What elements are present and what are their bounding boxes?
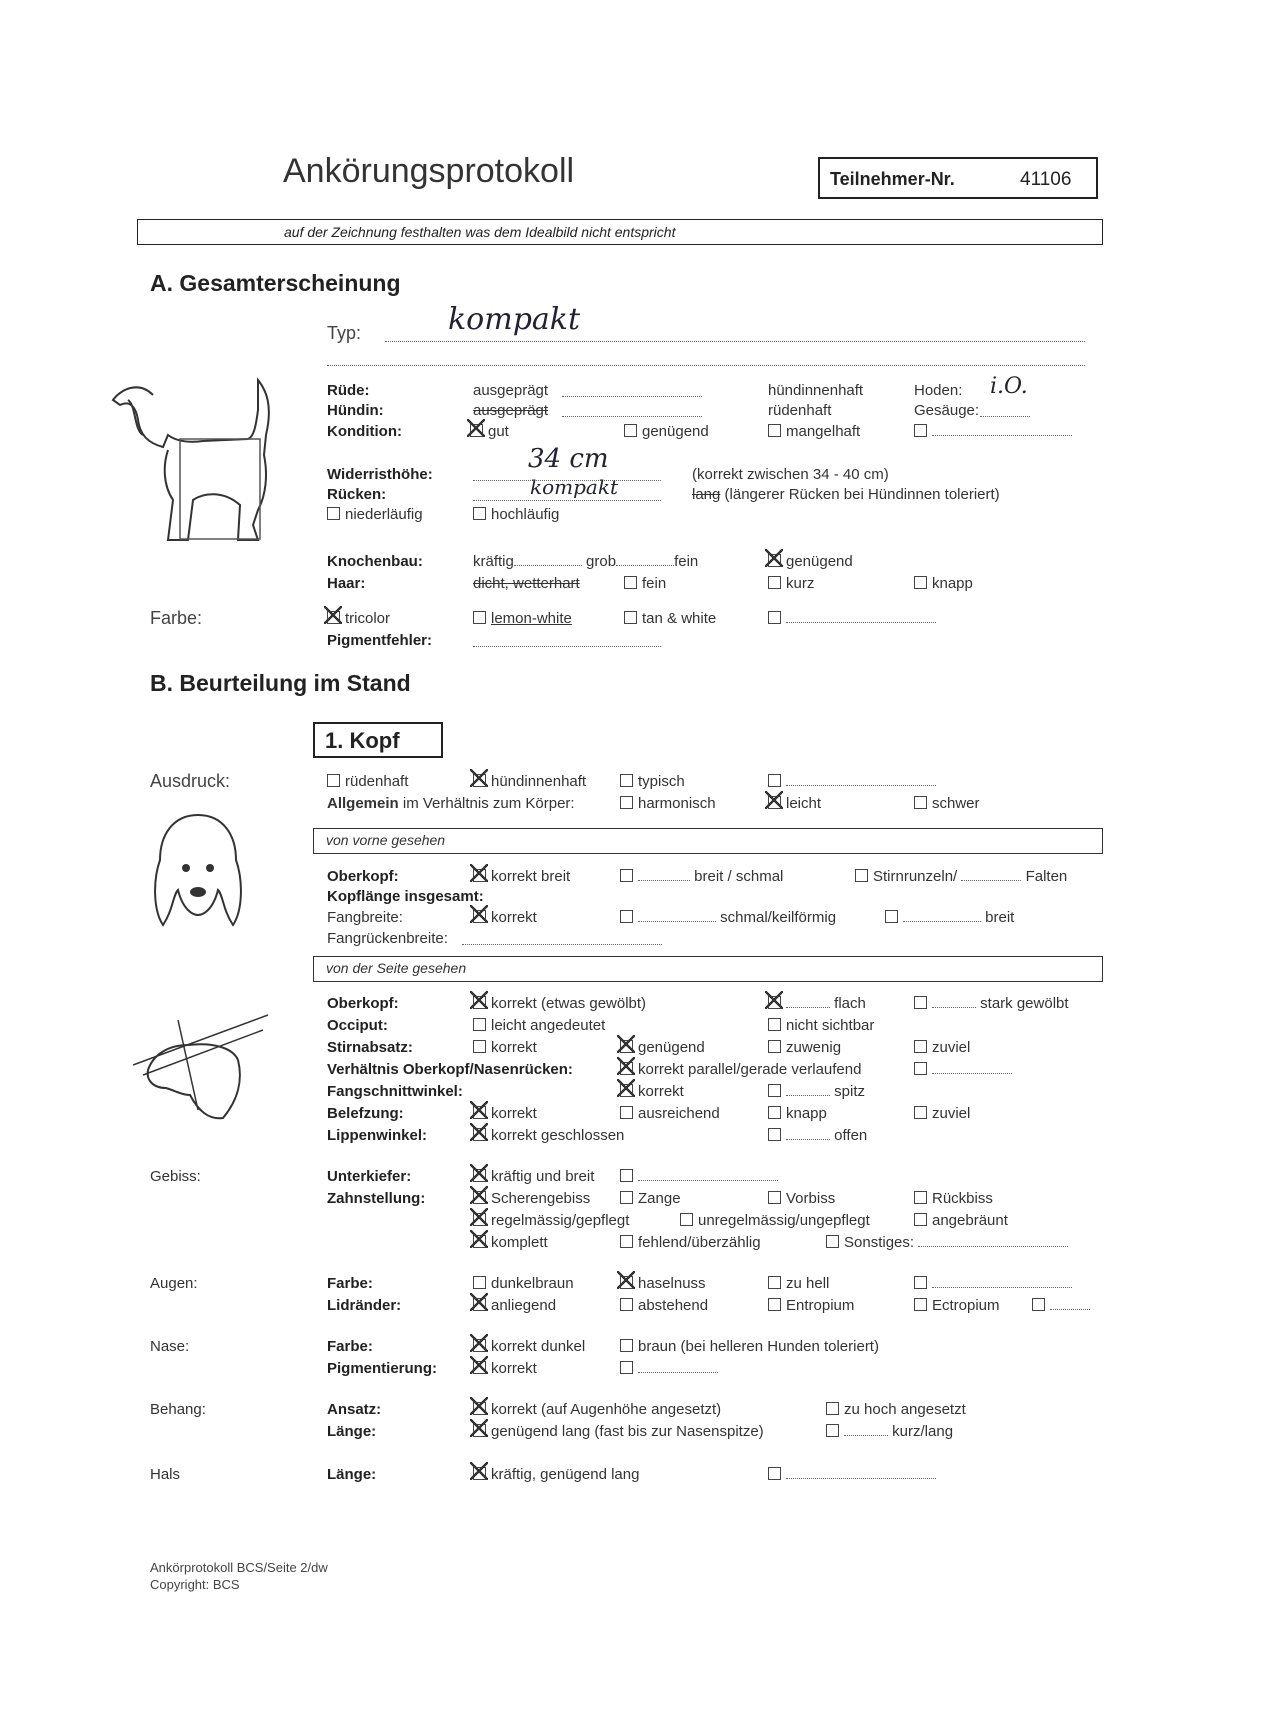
allgemein-harmonisch[interactable]: harmonisch: [620, 795, 716, 812]
nase-braun[interactable]: braun (bei helleren Hunden toleriert): [620, 1338, 879, 1355]
lippen-offen[interactable]: offen: [768, 1127, 867, 1144]
checkbox-breit-schmal[interactable]: [620, 869, 633, 882]
zahn-zange[interactable]: Zange: [620, 1190, 681, 1207]
participant-label: Teilnehmer-Nr.: [830, 169, 955, 189]
checkbox-zange[interactable]: [620, 1191, 633, 1204]
stirnabsatz-genuegend[interactable]: genügend: [620, 1039, 705, 1056]
unterkiefer-label: Unterkiefer:: [327, 1168, 412, 1185]
fangbreite-label: Fangbreite:: [327, 909, 403, 926]
fangbreite-breit[interactable]: breit: [885, 909, 1014, 926]
checkbox-entropium[interactable]: [768, 1298, 781, 1311]
checkbox-korrekt-gewoelbt[interactable]: [473, 996, 486, 1009]
nase-farbe-label: Farbe:: [327, 1338, 373, 1355]
checkbox-schmal-keil[interactable]: [620, 910, 633, 923]
lippen-label: Lippenwinkel:: [327, 1127, 428, 1144]
hals-label: Hals: [150, 1466, 181, 1483]
checkbox-knochenbau-genuegend[interactable]: [768, 554, 781, 567]
oberkopf-korrekt-gewoelbt[interactable]: korrekt (etwas gewölbt): [473, 995, 646, 1012]
dog-head-front-sketch: [148, 810, 248, 945]
augen-zu-hell[interactable]: zu hell: [768, 1275, 829, 1292]
typ-label: Typ:: [327, 323, 362, 343]
farbe-other[interactable]: [768, 610, 936, 627]
stirnabsatz-zuviel[interactable]: zuviel: [914, 1039, 970, 1056]
checkbox-fangbreite-korrekt[interactable]: [473, 910, 486, 923]
stirnabsatz-korrekt[interactable]: korrekt: [473, 1039, 537, 1056]
kopf-title: 1. Kopf: [325, 728, 400, 753]
checkbox-fangschnitt-korrekt[interactable]: [620, 1084, 633, 1097]
checkbox-vorbiss[interactable]: [768, 1191, 781, 1204]
hochlaeufig-option[interactable]: hochläufig: [473, 506, 559, 523]
gebiss-label: Gebiss:: [150, 1168, 201, 1185]
zahn-regelmaessig[interactable]: regelmässig/gepflegt: [473, 1212, 629, 1229]
checkbox-belefzung-korrekt[interactable]: [473, 1106, 486, 1119]
footer-line1: Ankörprotokoll BCS/Seite 2/dw: [150, 1560, 328, 1575]
checkbox-haselnuss[interactable]: [620, 1276, 633, 1289]
dots-pigment: [473, 634, 661, 647]
checkbox-ausdruck-other[interactable]: [768, 774, 781, 787]
nase-label: Nase:: [150, 1338, 190, 1355]
checkbox-genuegend[interactable]: [624, 424, 637, 437]
behang-laenge-label: Länge:: [327, 1423, 377, 1440]
checkbox-korrekt-geschlossen[interactable]: [473, 1128, 486, 1141]
hals-kraeftig[interactable]: kräftig, genügend lang: [473, 1466, 639, 1483]
hoden-label: Hoden:: [914, 382, 963, 399]
behang-label: Behang:: [150, 1401, 206, 1418]
pigmentierung-korrekt[interactable]: korrekt: [473, 1360, 537, 1377]
gesaeuge-label: Gesäuge:: [914, 402, 980, 419]
checkbox-hals-other[interactable]: [768, 1467, 781, 1480]
widerrist-label: Widerristhöhe:: [327, 466, 433, 483]
checkbox-dunkelbraun[interactable]: [473, 1276, 486, 1289]
niederlaeufig-option[interactable]: niederläufig: [327, 506, 423, 523]
belefzung-korrekt[interactable]: korrekt: [473, 1105, 537, 1122]
knochenbau-label: Knochenbau:: [327, 553, 423, 570]
typ-value: kompakt: [448, 302, 581, 337]
checkbox-kraeftig-breit[interactable]: [473, 1169, 486, 1182]
haar-fein[interactable]: fein: [624, 575, 666, 592]
page-title: Ankörungsprotokoll: [283, 152, 575, 190]
pigmentierung-other[interactable]: [620, 1360, 718, 1377]
fangschnitt-korrekt[interactable]: korrekt: [620, 1083, 684, 1100]
ansatz-label: Ansatz:: [327, 1401, 382, 1418]
checkbox-ectropium[interactable]: [914, 1298, 927, 1311]
hals-laenge-label: Länge:: [327, 1466, 377, 1483]
stirnabsatz-zuwenig[interactable]: zuwenig: [768, 1039, 841, 1056]
oberkopf-korrekt-breit[interactable]: korrekt breit: [473, 868, 570, 885]
participant-number: 41106: [1020, 169, 1072, 190]
checkbox-augen-other[interactable]: [914, 1276, 927, 1289]
typ-line2: [327, 353, 1085, 366]
oberkopf-seite-label: Oberkopf:: [327, 995, 399, 1012]
lid-anliegend[interactable]: anliegend: [473, 1297, 556, 1314]
allgemein-row: Allgemein im Verhältnis zum Körper:: [327, 795, 575, 812]
checkbox-unregelmaessig[interactable]: [680, 1213, 693, 1226]
checkbox-zuwenig[interactable]: [768, 1040, 781, 1053]
farbe-lemon[interactable]: lemon-white: [473, 610, 572, 627]
dots-ruede: [562, 384, 702, 397]
checkbox-stirnabsatz-korrekt[interactable]: [473, 1040, 486, 1053]
ansatz-korrekt[interactable]: korrekt (auf Augenhöhe angesetzt): [473, 1401, 721, 1418]
ruedenhaft-a: rüdenhaft: [768, 402, 832, 419]
dog-body-sketch: [108, 375, 283, 545]
checkbox-haar-kurz[interactable]: [768, 576, 781, 589]
widerrist-range: (korrekt zwischen 34 - 40 cm): [692, 466, 889, 483]
checkbox-braun[interactable]: [620, 1339, 633, 1352]
verhaeltnis-korrekt[interactable]: korrekt parallel/gerade verlaufend: [620, 1061, 861, 1078]
allgemein-schwer[interactable]: schwer: [914, 795, 980, 812]
lid-ectropium[interactable]: Ectropium: [914, 1297, 1000, 1314]
pigment-label: Pigmentfehler:: [327, 632, 433, 649]
kopflaenge-label: Kopflänge insgesamt:: [327, 888, 484, 905]
checkbox-korrekt-dunkel[interactable]: [473, 1339, 486, 1352]
instruction-text: auf der Zeichnung festhalten was dem Idealbild nicht entspricht: [284, 224, 676, 240]
haar-dicht: dicht, wetterhart: [473, 575, 580, 592]
checkbox-belefzung-knapp[interactable]: [768, 1106, 781, 1119]
checkbox-typisch[interactable]: [620, 774, 633, 787]
haar-label: Haar:: [327, 575, 366, 592]
ausdruck-huendinnenhaft[interactable]: hündinnenhaft: [473, 773, 586, 790]
allgemein-leicht[interactable]: leicht: [768, 795, 821, 812]
ausdruck-other[interactable]: [768, 773, 936, 790]
ruecken-lang: lang (längerer Rücken bei Hündinnen toleriert): [692, 486, 1000, 503]
oberkopf-stirnrunzeln[interactable]: Stirnrunzeln/ Falten: [855, 868, 1067, 885]
checkbox-gut[interactable]: [470, 424, 483, 437]
checkbox-korrekt-parallel[interactable]: [620, 1062, 633, 1075]
oberkopf-breit-schmal[interactable]: breit / schmal: [620, 868, 783, 885]
checkbox-farbe-other[interactable]: [768, 611, 781, 624]
behang-genuegend-lang[interactable]: genügend lang (fast bis zur Nasenspitze): [473, 1423, 764, 1440]
checkbox-komplett[interactable]: [473, 1235, 486, 1248]
checkbox-lid-other[interactable]: [1032, 1298, 1045, 1311]
seite-box: [313, 956, 1103, 982]
belefzung-zuviel[interactable]: zuviel: [914, 1105, 970, 1122]
checkbox-leicht[interactable]: [768, 796, 781, 809]
fangschnitt-label: Fangschnittwinkel:: [327, 1083, 463, 1100]
augen-farbe-label: Farbe:: [327, 1275, 373, 1292]
checkbox-zu-hell[interactable]: [768, 1276, 781, 1289]
belefzung-ausreichend[interactable]: ausreichend: [620, 1105, 720, 1122]
vorne-label: von vorne gesehen: [326, 832, 446, 848]
farbe-a-label: Farbe:: [150, 608, 203, 628]
widerrist-value: 34 cm: [528, 444, 609, 474]
checkbox-regelmaessig[interactable]: [473, 1213, 486, 1226]
checkbox-kurz-lang[interactable]: [826, 1424, 839, 1437]
checkbox-tan[interactable]: [624, 611, 637, 624]
augen-dunkelbraun[interactable]: dunkelbraun: [473, 1275, 574, 1292]
checkbox-genuegend-lang[interactable]: [473, 1424, 486, 1437]
checkbox-ausdruck-ruedenhaft[interactable]: [327, 774, 340, 787]
checkbox-angebraeunt[interactable]: [914, 1213, 927, 1226]
checkbox-korrekt-breit[interactable]: [473, 869, 486, 882]
zahn-unregelmaessig[interactable]: unregelmässig/ungepflegt: [680, 1212, 870, 1229]
checkbox-abstehend[interactable]: [620, 1298, 633, 1311]
fangschnitt-spitz[interactable]: spitz: [768, 1083, 865, 1100]
checkbox-leicht-angedeutet[interactable]: [473, 1018, 486, 1031]
checkbox-kondition-other[interactable]: [914, 424, 927, 437]
zahnstellung-label: Zahnstellung:: [327, 1190, 426, 1207]
checkbox-belefzung-zuviel[interactable]: [914, 1106, 927, 1119]
checkbox-ausdruck-huendinnenhaft[interactable]: [473, 774, 486, 787]
knochenbau-scale: kräftig grob fein: [473, 553, 699, 570]
checkbox-offen[interactable]: [768, 1128, 781, 1141]
lidraender-label: Lidränder:: [327, 1297, 402, 1314]
seite-label: von der Seite gesehen: [326, 960, 467, 976]
dots-fangruecken: [462, 932, 662, 945]
ausgepraegt-ruede: ausgeprägt: [473, 382, 549, 399]
farbe-tricolor[interactable]: tricolor: [327, 610, 390, 627]
nase-korrekt-dunkel[interactable]: korrekt dunkel: [473, 1338, 585, 1355]
zahn-sonstiges[interactable]: Sonstiges:: [826, 1234, 1068, 1251]
lippen-korrekt[interactable]: korrekt geschlossen: [473, 1127, 624, 1144]
augen-other[interactable]: [914, 1275, 1072, 1292]
fangruecken-label: Fangrückenbreite:: [327, 930, 448, 947]
checkbox-harmonisch[interactable]: [620, 796, 633, 809]
ausdruck-typisch[interactable]: typisch: [620, 773, 685, 790]
occiput-leicht[interactable]: leicht angedeutet: [473, 1017, 605, 1034]
stirnabsatz-label: Stirnabsatz:: [327, 1039, 413, 1056]
haar-knapp[interactable]: knapp: [914, 575, 973, 592]
section-a-title: A. Gesamterscheinung: [150, 270, 401, 296]
kondition-other[interactable]: [914, 423, 1072, 440]
zahn-rueckbiss[interactable]: Rückbiss: [914, 1190, 993, 1207]
checkbox-haar-fein[interactable]: [624, 576, 637, 589]
checkbox-verhaeltnis-other[interactable]: [914, 1062, 927, 1075]
pigmentierung-label: Pigmentierung:: [327, 1360, 438, 1377]
zahn-komplett[interactable]: komplett: [473, 1234, 548, 1251]
huendinnenhaft-a: hündinnenhaft: [768, 382, 864, 399]
dog-head-side-sketch: [128, 1000, 273, 1125]
footer-line2: Copyright: BCS: [150, 1577, 240, 1592]
dots-huendin: [562, 404, 702, 417]
oberkopf-flach[interactable]: flach: [768, 995, 866, 1012]
instruction-box: [137, 219, 1103, 245]
checkbox-rueckbiss[interactable]: [914, 1191, 927, 1204]
hoden-value: i.O.: [990, 374, 1028, 399]
checkbox-schwer[interactable]: [914, 796, 927, 809]
checkbox-hochlaeufig[interactable]: [473, 507, 486, 520]
checkbox-pigmentierung-korrekt[interactable]: [473, 1361, 486, 1374]
belefzung-label: Belefzung:: [327, 1105, 404, 1122]
checkbox-fehlend[interactable]: [620, 1235, 633, 1248]
ruede-label: Rüde:: [327, 382, 370, 399]
ansatz-zu-hoch[interactable]: zu hoch angesetzt: [826, 1401, 966, 1418]
checkbox-stark-gewoelbt[interactable]: [914, 996, 927, 1009]
behang-kurz-lang[interactable]: kurz/lang: [826, 1423, 953, 1440]
checkbox-flach[interactable]: [768, 996, 781, 1009]
lid-other[interactable]: [1032, 1297, 1090, 1314]
checkbox-stirnrunzeln[interactable]: [855, 869, 868, 882]
belefzung-knapp[interactable]: knapp: [768, 1105, 827, 1122]
verhaeltnis-other[interactable]: [914, 1061, 1012, 1078]
oberkopf-vorne-label: Oberkopf:: [327, 868, 399, 885]
checkbox-anliegend[interactable]: [473, 1298, 486, 1311]
checkbox-pigmentierung-other[interactable]: [620, 1361, 633, 1374]
checkbox-spitz[interactable]: [768, 1084, 781, 1097]
checkbox-stirnabsatz-zuviel[interactable]: [914, 1040, 927, 1053]
zahn-scherengebiss[interactable]: Scherengebiss: [473, 1190, 590, 1207]
augen-haselnuss[interactable]: haselnuss: [620, 1275, 706, 1292]
ausdruck-label: Ausdruck:: [150, 771, 231, 791]
unterkiefer-kraeftig[interactable]: kräftig und breit: [473, 1168, 594, 1185]
checkbox-niederlaeufig[interactable]: [327, 507, 340, 520]
checkbox-stirnabsatz-genuegend[interactable]: [620, 1040, 633, 1053]
huendin-label: Hündin:: [327, 402, 384, 419]
hals-other[interactable]: [768, 1466, 936, 1483]
ausdruck-ruedenhaft[interactable]: rüdenhaft: [327, 773, 408, 790]
kopf-box: [313, 722, 443, 758]
haar-kurz[interactable]: kurz: [768, 575, 814, 592]
ruecken-value: kompakt: [530, 475, 619, 499]
lid-abstehend[interactable]: abstehend: [620, 1297, 708, 1314]
vorne-box: [313, 828, 1103, 854]
checkbox-scherengebiss[interactable]: [473, 1191, 486, 1204]
kondition-mangelhaft[interactable]: mangelhaft: [768, 423, 860, 440]
verhaeltnis-label: Verhältnis Oberkopf/Nasenrücken:: [327, 1061, 573, 1078]
occiput-label: Occiput:: [327, 1017, 388, 1034]
checkbox-haar-knapp[interactable]: [914, 576, 927, 589]
fangbreite-schmal[interactable]: schmal/keilförmig: [620, 909, 836, 926]
augen-label: Augen:: [150, 1275, 198, 1292]
occiput-nicht-sichtbar[interactable]: nicht sichtbar: [768, 1017, 874, 1034]
checkbox-hals-kraeftig[interactable]: [473, 1467, 486, 1480]
kondition-genuegend[interactable]: genügend: [624, 423, 709, 440]
zahn-vorbiss[interactable]: Vorbiss: [768, 1190, 835, 1207]
participant-box: [818, 157, 1098, 199]
ruecken-label: Rücken:: [327, 486, 387, 503]
oberkopf-stark[interactable]: stark gewölbt: [914, 995, 1069, 1012]
checkbox-lemon[interactable]: [473, 611, 486, 624]
checkbox-fangbreite-breit[interactable]: [885, 910, 898, 923]
checkbox-unterkiefer-other[interactable]: [620, 1169, 633, 1182]
lid-entropium[interactable]: Entropium: [768, 1297, 854, 1314]
checkbox-nicht-sichtbar[interactable]: [768, 1018, 781, 1031]
checkbox-tricolor[interactable]: [327, 611, 340, 624]
zahn-angebraeunt[interactable]: angebräunt: [914, 1212, 1008, 1229]
fangbreite-korrekt[interactable]: korrekt: [473, 909, 537, 926]
kondition-gut[interactable]: gut: [470, 423, 509, 440]
farbe-tan[interactable]: tan & white: [624, 610, 716, 627]
checkbox-ausreichend[interactable]: [620, 1106, 633, 1119]
checkbox-ansatz-korrekt[interactable]: [473, 1402, 486, 1415]
section-b-title: B. Beurteilung im Stand: [150, 670, 411, 696]
checkbox-zu-hoch[interactable]: [826, 1402, 839, 1415]
ausgepraegt-huendin: ausgeprägt: [473, 402, 549, 419]
checkbox-sonstiges[interactable]: [826, 1235, 839, 1248]
zahn-fehlend[interactable]: fehlend/überzählig: [620, 1234, 761, 1251]
kondition-label: Kondition:: [327, 423, 402, 440]
knochenbau-genuegend[interactable]: genügend: [768, 553, 853, 570]
dots-gesaeuge: [980, 404, 1030, 417]
checkbox-mangelhaft[interactable]: [768, 424, 781, 437]
unterkiefer-other[interactable]: [620, 1168, 778, 1185]
